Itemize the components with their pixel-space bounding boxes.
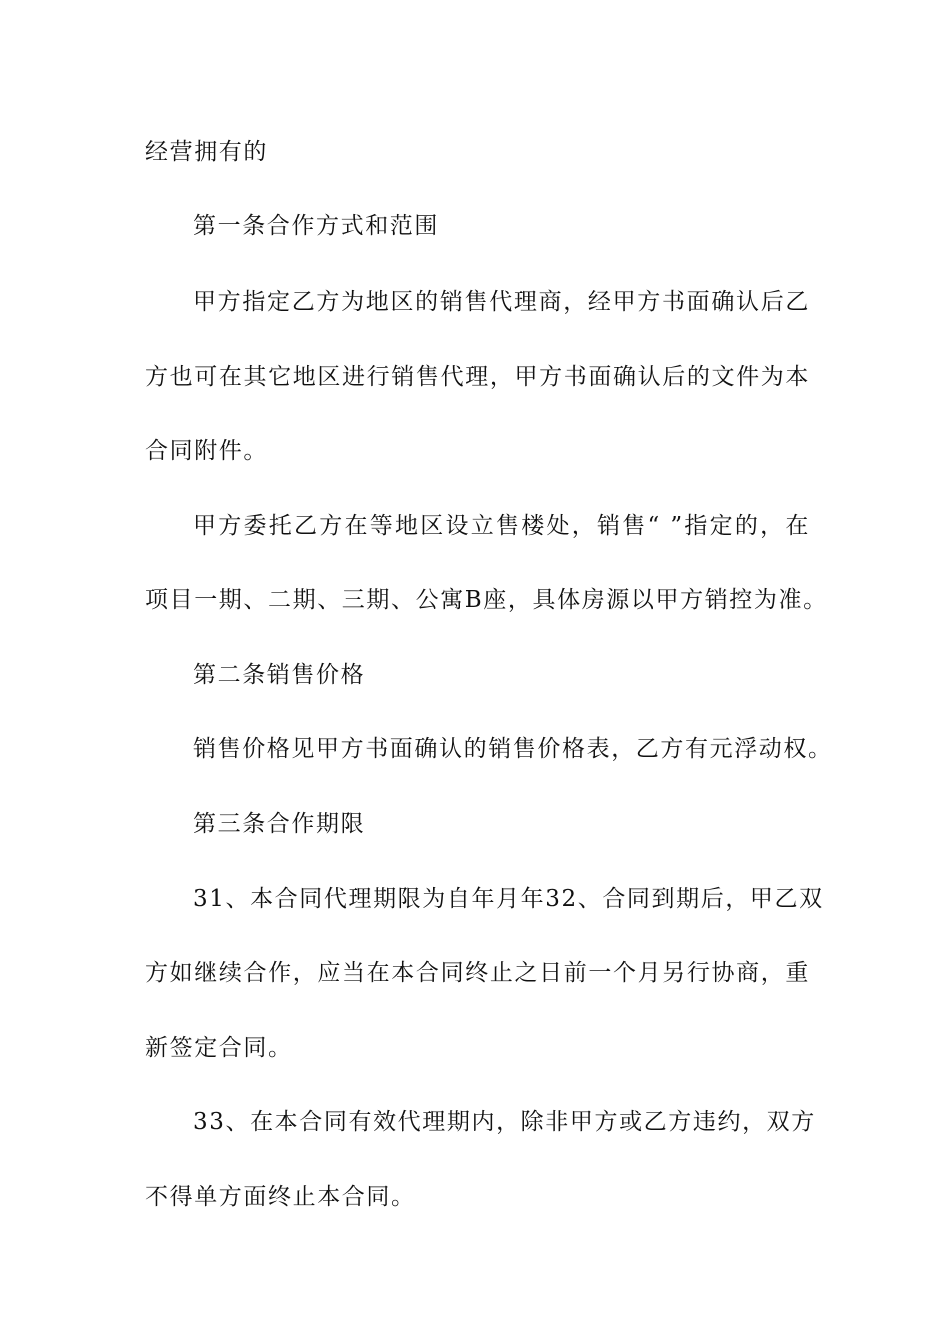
- paragraph-line: 方也可在其它地区进行销售代理，甲方书面确认后的文件为本: [145, 364, 810, 390]
- article-1-heading: 第一条合作方式和范围: [193, 213, 439, 239]
- paragraph-line: 31、本合同代理期限为自年月年32、合同到期后，甲乙双: [193, 886, 824, 912]
- paragraph-line: 甲方委托乙方在等地区设立售楼处，销售“ ”指定的，在: [193, 513, 810, 539]
- text-line-continuation: 经营拥有的: [145, 139, 268, 165]
- paragraph-line: 33、在本合同有效代理期内，除非甲方或乙方违约，双方: [193, 1109, 816, 1135]
- article-3-heading: 第三条合作期限: [193, 811, 366, 837]
- paragraph-line: 甲方指定乙方为地区的销售代理商，经甲方书面确认后乙: [193, 289, 810, 315]
- article-2-heading: 第二条销售价格: [193, 662, 366, 688]
- paragraph-line: 不得单方面终止本合同。: [145, 1184, 416, 1210]
- paragraph-line: 方如继续合作，应当在本合同终止之日前一个月另行协商，重: [145, 960, 810, 986]
- paragraph-line: 项目一期、二期、三期、公寓B座，具体房源以甲方销控为准。: [145, 587, 828, 613]
- paragraph-line: 新签定合同。: [145, 1035, 293, 1061]
- paragraph-line: 销售价格见甲方书面确认的销售价格表，乙方有元浮动权。: [193, 736, 833, 762]
- paragraph-line: 合同附件。: [145, 438, 268, 464]
